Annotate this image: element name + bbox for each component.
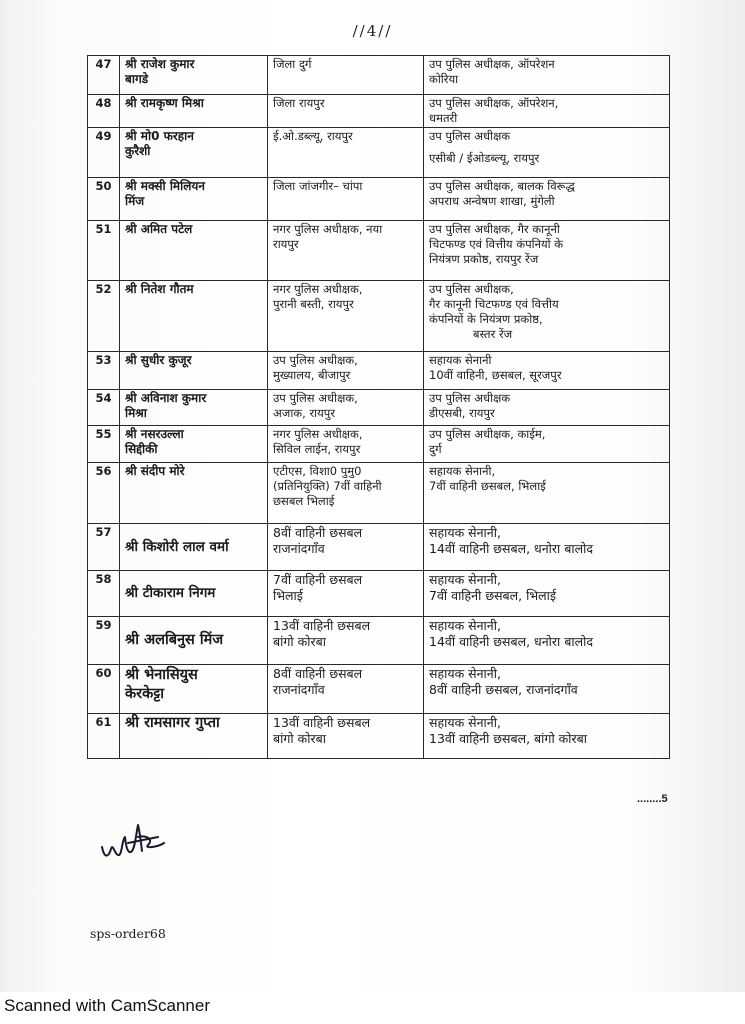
serial-number: 54 [88,390,120,426]
current-posting-line: राजनांदगाँव [273,682,325,697]
officer-name [120,463,268,524]
new-posting-line: सहायक सेनानी, [429,464,496,478]
current-posting [268,390,424,426]
officer-name [120,390,268,426]
officer-name [120,714,268,759]
new-posting [424,714,670,759]
serial-number: 61 [88,714,120,759]
current-posting-line: बांगो कोरबा [273,634,326,649]
new-posting [424,178,670,221]
current-posting-line: पुरानी बस्ती, रायपुर [273,297,354,311]
table-row [88,390,670,426]
officer-name-line: केरकेट्टा [125,686,165,702]
table-body [88,56,670,759]
serial-number: 49 [88,128,120,178]
officer-name [120,95,268,128]
new-posting-line: सहायक सेनानी, [429,715,501,730]
serial-number: 59 [88,617,120,665]
current-posting [268,426,424,463]
serial-number: 51 [88,221,120,281]
officer-name [120,221,268,281]
officer-name [120,426,268,463]
officer-name-line: कुरैशी [125,144,151,158]
new-posting-line: उप पुलिस अधीक्षक [429,129,511,143]
officer-name-line: श्री रामकृष्ण मिश्रा [125,96,204,110]
new-posting-line: सहायक सेनानी, [429,525,501,540]
officer-name [120,617,268,665]
current-posting [268,714,424,759]
new-posting [424,665,670,714]
officer-name-line: श्री अमित पटेल [125,222,193,236]
officer-name [120,665,268,714]
table-row [88,714,670,759]
new-posting [424,390,670,426]
new-posting [424,281,670,352]
new-posting [424,128,670,178]
serial-number: 48 [88,95,120,128]
officer-name [120,56,268,95]
serial-number: 47 [88,56,120,95]
officer-name-line: श्री टीकाराम निगम [125,585,216,601]
new-posting-line: 8वीं वाहिनी छसबल, राजनांदगाँव [429,682,578,697]
current-posting-line: जिला रायपुर [273,96,325,110]
current-posting-line: अजाक, रायपुर [273,406,336,420]
new-posting [424,571,670,617]
new-posting-line: बस्तर रेंज [473,327,513,341]
table-row [88,524,670,571]
officer-name-line: श्री मो0 फरहान [125,129,194,143]
new-posting-line: उप पुलिस अधीक्षक, [429,282,514,296]
document-reference-code: sps-order68 [90,926,166,941]
transfer-order-table [87,55,670,759]
current-posting-line: जिला जांजगीर– चांपा [273,179,363,193]
officer-name-line: श्री भेनासियुस [125,667,198,683]
table-row [88,617,670,665]
officer-name [120,571,268,617]
officer-name-line: श्री सुधीर कुजूर [125,353,192,367]
new-posting-line: कंपनियों के नियंत्रण प्रकोष्ठ, [429,312,543,326]
current-posting-line: 7वीं वाहिनी छसबल [273,572,363,587]
new-posting-line: उप पुलिस अधीक्षक, काईम, [429,427,546,441]
current-posting-line: मुख्यालय, बीजापुर [273,368,351,382]
new-posting-line: 7वीं वाहिनी छसबल, भिलाई [429,588,556,603]
continued-page-marker: ........5 [637,793,668,805]
current-posting-line: राजनांदगाँव [273,541,325,556]
officer-name-line: मिश्रा [125,406,147,420]
officer-name-line: श्री अलबिनुस मिंज [125,632,224,648]
new-posting [424,95,670,128]
current-posting-line: (प्रतिनियुक्ति) 7वीं वाहिनी [273,479,382,493]
new-posting [424,56,670,95]
officer-name-line: श्री संदीप मोरे [125,464,185,478]
new-posting-line: सहायक सेनानी, [429,666,501,681]
new-posting-line: सहायक सेनानी [429,353,492,367]
current-posting [268,463,424,524]
current-posting-line: छसबल भिलाई [273,494,335,508]
current-posting-line: बांगो कोरबा [273,731,326,746]
current-posting-line: उप पुलिस अधीक्षक, [273,391,358,405]
officer-name-line: श्री नितेश गौतम [125,282,194,296]
current-posting-line: नगर पुलिस अधीक्षक, नया [273,222,383,236]
current-posting-line: उप पुलिस अधीक्षक, [273,353,358,367]
new-posting [424,617,670,665]
serial-number: 53 [88,352,120,390]
serial-number: 60 [88,665,120,714]
new-posting [424,524,670,571]
new-posting-line: उप पुलिस अधीक्षक, बालक विरूद्ध [429,179,575,193]
current-posting [268,665,424,714]
serial-number: 50 [88,178,120,221]
current-posting [268,617,424,665]
current-posting-line: 13वीं वाहिनी छसबल [273,618,371,633]
new-posting-line: उप पुलिस अधीक्षक [429,391,511,405]
current-posting-line: जिला दुर्ग [273,57,312,71]
new-posting [424,352,670,390]
officer-name-line: श्री नसरउल्ला [125,427,184,441]
current-posting [268,221,424,281]
table-row [88,463,670,524]
current-posting [268,524,424,571]
current-posting-line: 8वीं वाहिनी छसबल [273,666,363,681]
table-row [88,95,670,128]
new-posting-line: 14वीं वाहिनी छसबल, धनोरा बालोद [429,541,593,556]
scanner-watermark-bar [0,992,745,1024]
current-posting-line: भिलाई [273,588,303,603]
new-posting-line: उप पुलिस अधीक्षक, गैर कानूनी [429,222,560,236]
current-posting-line: एटीएस, विशा0 पुमु0 [273,464,362,478]
table-row [88,178,670,221]
officer-name-line: श्री रामसागर गुप्ता [125,715,220,731]
new-posting-line: एसीबी / ईओडब्ल्यू, रायपुर [429,151,540,165]
new-posting-line: गैर कानूनी चिटफण्ड एवं वित्तीय [429,297,559,311]
new-posting-line: अपराध अन्वेषण शाखा, मुंगेली [429,194,555,208]
new-posting-line: सहायक सेनानी, [429,572,501,587]
new-posting-line: 14वीं वाहिनी छसबल, धनोरा बालोद [429,634,593,649]
current-posting-line: नगर पुलिस अधीक्षक, [273,427,363,441]
new-posting-line: 13वीं वाहिनी छसबल, बांगो कोरबा [429,731,587,746]
new-posting-line: चिटफण्ड एवं वित्तीय कंपनियों के [429,237,564,251]
table-row [88,128,670,178]
officer-name [120,178,268,221]
officer-name [120,352,268,390]
current-posting-line: 8वीं वाहिनी छसबल [273,525,363,540]
new-posting-line: उप पुलिस अधीक्षक, ऑपरेशन [429,57,555,71]
serial-number: 56 [88,463,120,524]
current-posting [268,352,424,390]
current-posting-line: ई.ओ.डब्ल्यू, रायपुर [273,129,353,143]
serial-number: 58 [88,571,120,617]
current-posting [268,56,424,95]
new-posting-line: कोरिया [429,72,459,86]
current-posting [268,571,424,617]
table-row [88,426,670,463]
page-number: //4// [352,22,393,40]
new-posting-line: 7वीं वाहिनी छसबल, भिलाई [429,479,546,493]
new-posting-line: डीएसबी, रायपुर [429,406,495,420]
current-posting [268,281,424,352]
new-posting-line: दुर्ग [429,442,442,456]
scanner-watermark-text: Scanned with CamScanner [4,996,211,1015]
new-posting-line: 10वीं वाहिनी, छसबल, सूरजपुर [429,368,562,382]
table-row [88,56,670,95]
officer-name-line: मिंज [125,194,145,208]
new-posting-line: उप पुलिस अधीक्षक, ऑपरेशन, [429,96,559,110]
new-posting-line: नियंत्रण प्रकोष्ठ, रायपुर रेंज [429,252,539,266]
current-posting-line: 13वीं वाहिनी छसबल [273,715,371,730]
current-posting [268,178,424,221]
current-posting-line: रायपुर [273,237,299,251]
table-row [88,665,670,714]
serial-number: 55 [88,426,120,463]
officer-name [120,128,268,178]
new-posting [424,426,670,463]
current-posting [268,95,424,128]
current-posting [268,128,424,178]
new-posting-line: सहायक सेनानी, [429,618,501,633]
officer-name-line: सिद्दीकी [125,442,158,456]
new-posting [424,221,670,281]
officer-name-line: श्री अविनाश कुमार [125,391,207,405]
handwritten-signature [98,817,170,865]
current-posting-line: नगर पुलिस अधीक्षक, [273,282,363,296]
new-posting-line: धमतरी [429,111,458,125]
table-row [88,221,670,281]
table-row [88,352,670,390]
serial-number: 52 [88,281,120,352]
new-posting [424,463,670,524]
officer-name-line: श्री राजेश कुमार [125,57,195,71]
current-posting-line: सिविल लाईन, रायपुर [273,442,361,456]
serial-number: 57 [88,524,120,571]
officer-name [120,524,268,571]
officer-name [120,281,268,352]
officer-name-line: बागडे [125,72,149,86]
table-row [88,281,670,352]
table-row [88,571,670,617]
officer-name-line: श्री मक्सी मिलियन [125,179,205,193]
officer-name-line: श्री किशोरी लाल वर्मा [125,538,229,555]
